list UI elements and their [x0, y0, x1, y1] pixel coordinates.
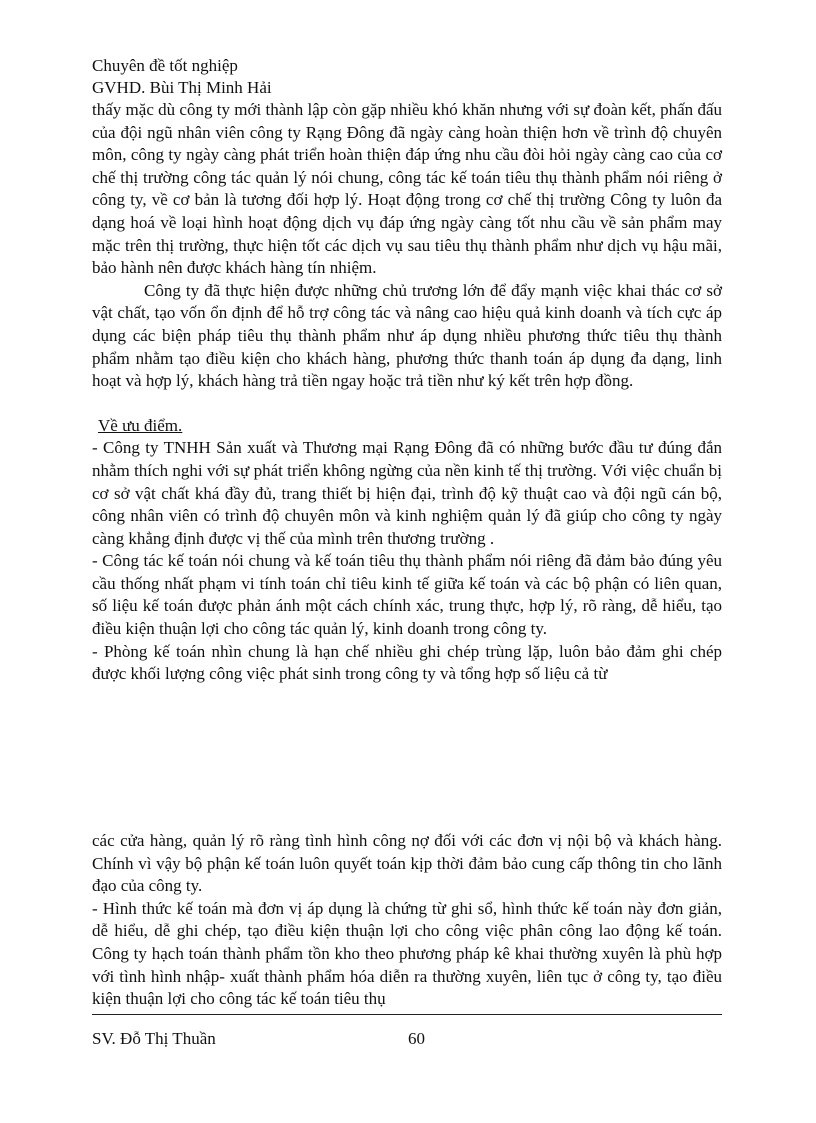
- paragraph-4: - Công tác kế toán nói chung và kế toán tiêu thụ thành phẩm nói riêng đã đảm bảo đúng yêu cầu thống nhất phạm vi tính toán chỉ tiêu kinh tế giữa kế toán và các bộ phận có liên quan, số liệu kế toán được phản ánh một cách chính xác, trung thực, hợp lý, rõ ràng, dễ hiểu, tạo điều kiện thuận lợi cho công tác quản lý, kinh doanh trong công ty.: [92, 551, 722, 639]
- page-number: 60: [408, 1029, 425, 1048]
- body-block-bottom: [92, 830, 722, 1011]
- paragraph-7: - Hình thức kế toán mà đơn vị áp dụng là chứng từ ghi sổ, hình thức kế toán này đơn giản, dễ hiểu, dễ ghi chép, tạo điều kiện thuận lợi cho công việc phân công lao động kế toán. Công ty hạch toán thành phẩm tồn kho theo phương pháp kê khai thường xuyên là phù hợp với tình hình nhập- xuất thành phẩm hóa diễn ra thường xuyên, liên tục ở công ty, tạo điều kiện thuận lợi cho công tác kế toán tiêu thụ: [92, 898, 722, 1009]
- footer-student: SV. Đỗ Thị Thuần: [92, 1029, 216, 1048]
- section-heading: Về ưu điểm.: [98, 415, 183, 435]
- page-header: [92, 55, 272, 99]
- paragraph-3: - Công ty TNHH Sản xuất và Thương mại Rạng Đông đã có những bước đầu tư đúng đắn nhằm thích nghi với sự phát triển không ngừng của nền kinh tế thị trường. Với việc chuẩn bị cơ sở vật chất khá đầy đủ, trang thiết bị hiện đại, trình độ kỹ thuật cao và đội ngũ cán bộ, công nhân viên có trình độ chuyên môn và kinh nghiệm quản lý đã giúp cho công ty ngày càng khẳng định được vị thế của mình trên thương trường .: [92, 438, 722, 548]
- paragraph-6: các cửa hàng, quản lý rõ ràng tình hình công nợ đối với các đơn vị nội bộ và khách hàng. Chính vì vậy bộ phận kế toán luôn quyết toán kịp thời đảm bảo cung cấp thông tin cho lãnh đạo của công ty.: [92, 831, 722, 896]
- footer-divider: [92, 1014, 722, 1015]
- paragraph-5: - Phòng kế toán nhìn chung là hạn chế nhiều ghi chép trùng lặp, luôn bảo đảm ghi chép được khối lượng công việc phát sinh trong công ty và tổng hợp số liệu cả từ: [92, 641, 722, 684]
- paragraph-2: Công ty đã thực hiện được những chủ trương lớn để đẩy mạnh việc khai thác cơ sở vật chất, tạo vốn ổn định để hỗ trợ công tác và nâng cao hiệu quả kinh doanh và tích cực áp dụng các biện pháp tiêu thụ thành phẩm như áp dụng nhiều phương thức tiêu thụ thành phẩm nhằm tạo điều kiện cho khách hàng, phương thức thanh toán áp dụng đa dạng, linh hoạt và hợp lý, khách hàng trả tiền ngay hoặc trả tiền như ký kết trên hợp đồng.: [92, 280, 722, 391]
- header-supervisor: GVHD. Bùi Thị Minh Hải: [92, 78, 272, 97]
- paragraph-1: thấy mặc dù công ty mới thành lập còn gặp nhiều khó khăn nhưng với sự đoàn kết, phấn đấu của đội ngũ nhân viên công ty Rạng Đông đã ngày càng hoàn thiện hơn về trình độ chuyên môn, công ty ngày càng phát triển hoàn thiện đáp ứng nhu cầu đòi hỏi ngày càng cao của cơ chế thị trường công tác quản lý nói chung, công tác kế toán tiêu thụ thành phẩm nói riêng ở công ty, về cơ bản là tương đối hợp lý. Hoạt động trong cơ chế thị trường Công ty luôn đa dạng hoá về loại hình hoạt động dịch vụ đáp ứng ngày càng tốt nhu cầu về sản phẩm may mặc trên thị trường, thực hiện tốt các dịch vụ sau tiêu thụ thành phẩm như dịch vụ hậu mãi, bảo hành nên được khách hàng tín nhiệm.: [92, 100, 722, 278]
- header-title: Chuyên đề tốt nghiệp: [92, 56, 238, 75]
- body-block-top: [92, 99, 722, 686]
